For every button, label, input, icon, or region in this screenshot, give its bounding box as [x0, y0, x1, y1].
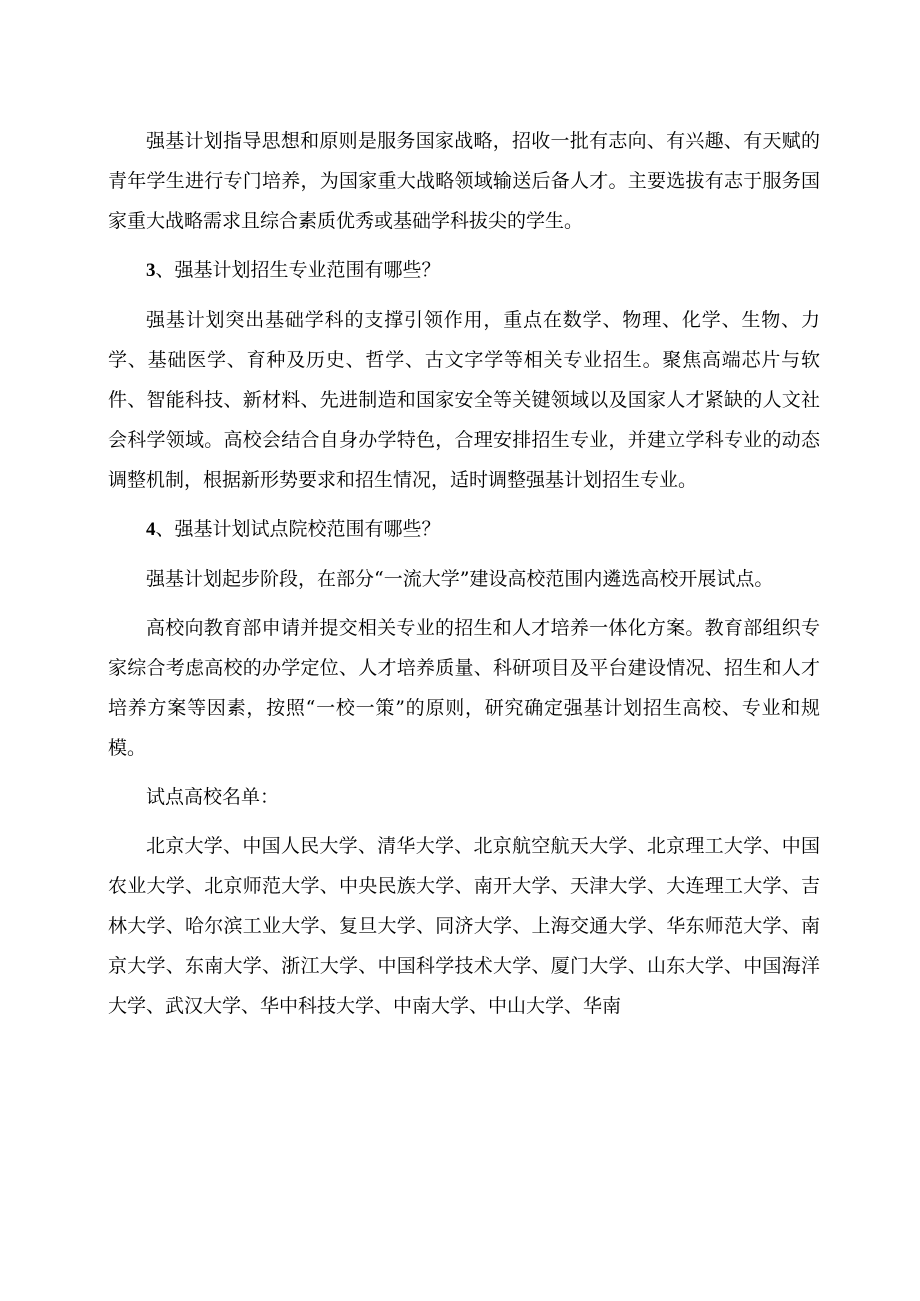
section-4-body-1: 强基计划起步阶段，在部分“一流大学”建设高校范围内遴选高校开展试点。	[146, 568, 774, 590]
pilot-university-list: 北京大学、中国人民大学、清华大学、北京航空航天大学、北京理工大学、中国农业大学、北京师范大学、中央民族大学、南开大学、天津大学、大连理工大学、吉林大学、哈尔滨工业大学、复旦大学、同济大学、上海交通大学、华东师范大学、南京大学、东南大学、浙江大学、中国科学技术大学、厦门大学、山东大学、中国海洋大学、武汉大学、华中科技大学、中南大学、中山大学、华南	[108, 835, 820, 1017]
document-page	[108, 121, 820, 1026]
section-3-body: 强基计划突出基础学科的支撑引领作用，重点在数学、物理、化学、生物、力学、基础医学、育种及历史、哲学、古文字学等相关专业招生。聚焦高端芯片与软件、智能科技、新材料、先进制造和国家安全等关键领域以及国家人才紧缺的人文社会科学领域。高校会结合自身办学特色，合理安排招生专业，并建立学科专业的动态调整机制，根据新形势要求和招生情况，适时调整强基计划招生专业。	[108, 309, 820, 491]
section-3-heading	[108, 250, 820, 291]
pilot-list-label: 试点高校名单：	[146, 786, 280, 808]
section-4-body-2: 高校向教育部申请并提交相关专业的招生和人才培养一体化方案。教育部组织专家综合考虑高校的办学定位、人才培养质量、科研项目及平台建设情况、招生和人才培养方案等因素，按照“一校一策”的原则，研究确定强基计划招生高校、专业和规模。	[108, 617, 820, 759]
intro-paragraph: 强基计划指导思想和原则是服务国家战略，招收一批有志向、有兴趣、有天赋的青年学生进行专门培养，为国家重大战略领域输送后备人才。主要选拔有志于服务国家重大战略需求且综合素质优秀或基础学科拔尖的学生。	[108, 130, 820, 232]
section-3-title: 、强基计划招生专业范围有哪些？	[155, 259, 441, 281]
section-4-heading	[108, 509, 820, 550]
section-3-number: 3	[146, 260, 156, 281]
section-4-title: 、强基计划试点院校范围有哪些？	[155, 518, 441, 540]
section-4-number: 4	[146, 519, 156, 540]
